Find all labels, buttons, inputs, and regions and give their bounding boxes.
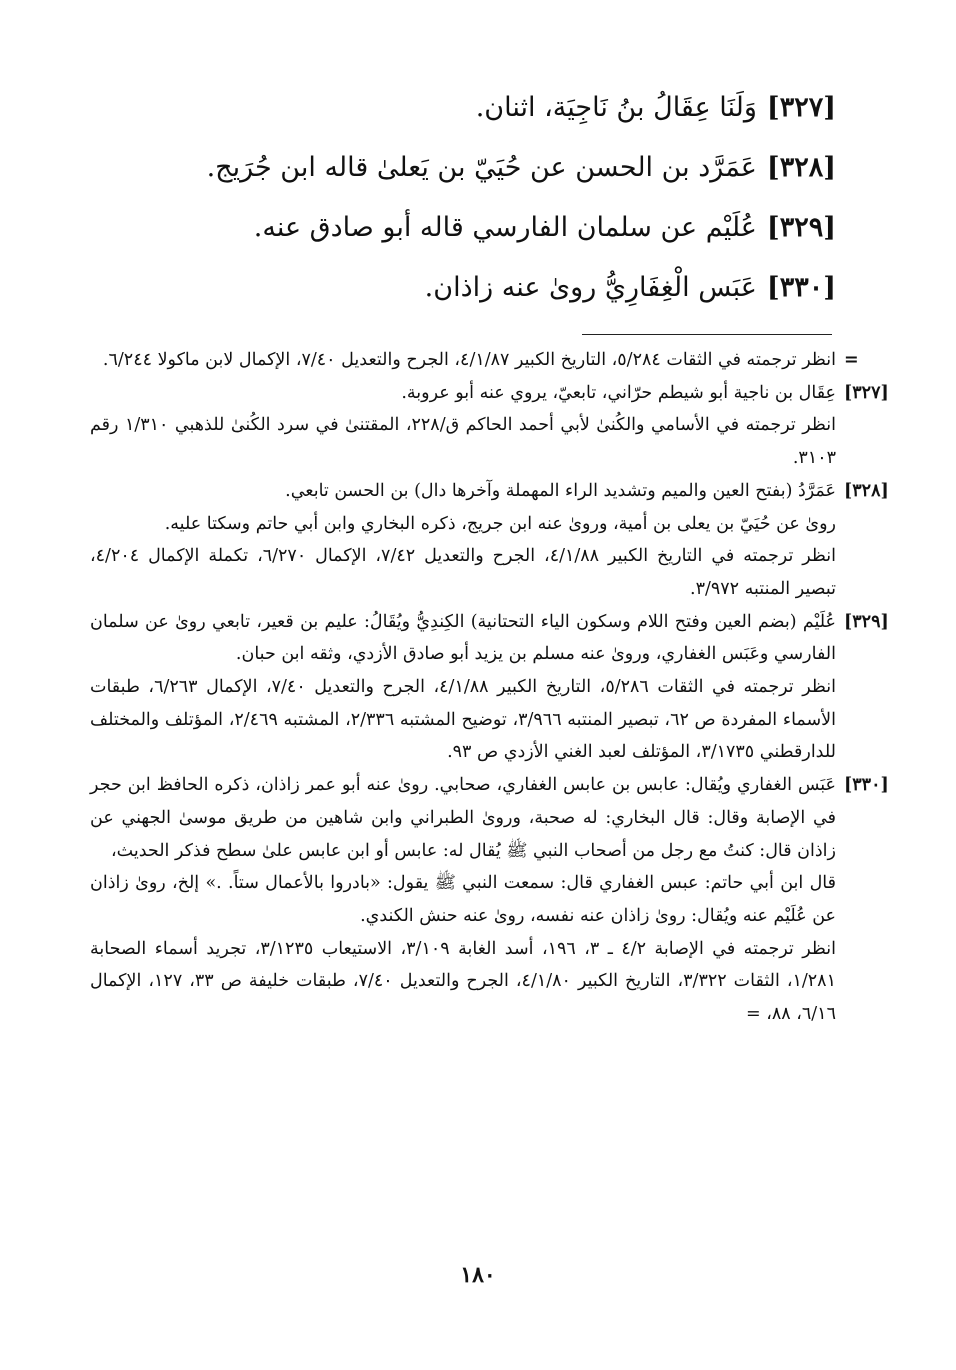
footnote-329: [90, 606, 889, 770]
footnote-paragraph: انظر ترجمته في الثقات ٥/٢٨٦، التاريخ الكبير ٤/١/٨٨، الجرح والتعديل ٧/٤٠، الإكمال ٦/٢٦٣، طبقات الأسماء المفردة ص ٦٢، تبصير المنتبه ٣/٩٦٦، توضيح المشتبه ٢/٣٣٦، المشتبه ٢/٤٦٩، المؤتلف والمختلف للدارقطني ٣/١٧٣٥، المؤتلف لعبد الغني الأزدي ص ٩٣.: [90, 677, 837, 763]
entry-text: عَمَرَّد بن الحسن عن حُيَيّ بن يَعلىٰ قاله ابن جُرَيج.: [206, 152, 757, 183]
footnote-paragraph: عَبَس الغفاري ويُقال: عابس بن عابس الغفاري، صحابي. روىٰ عنه أبو عمر زاذان، ذكره الحافظ ابن حجر في الإصابة وقال: قال البخاري: له صحبة، وروىٰ الطبراني وابن شاهين من طريق موسىٰ الجهني عن زاذان قال: كنتُ مع رجل من أصحاب النبي ﷺ يُقال له: عابس أو ابن عابس علىٰ سطح فذكر الحديث،: [90, 775, 836, 861]
footnote-330: [90, 769, 889, 1031]
main-entries: [116, 78, 836, 318]
main-entry: [116, 258, 836, 318]
main-entry: [116, 198, 836, 258]
footnote-paragraph: قال ابن أبي حاتم: عبس الغفاري قال: سمعت النبي ﷺ يقول: «بادروا بالأعمال ستاً. .» إلخ، روىٰ زاذان عن عُلَيْم عنه ويُقال: روىٰ زاذان عنه نفسه، روىٰ عنه حنش الكندي.: [90, 873, 836, 926]
entry-text: وَلَنَا عِقَالُ بنُ نَاجِيَة، اثنان.: [475, 92, 757, 123]
footnote-paragraph: انظر ترجمته في الأسامي والكُنىٰ لأبي أحمد الحاكم ق/٢٢٨، المقتنىٰ في سرد الكُنىٰ للذهبي ١/٣١٠ رقم ٣١٠٣.: [90, 415, 836, 469]
entry-text: عَبَس الْغِفَارِيُّ روىٰ عنه زاذان.: [424, 272, 757, 303]
footnote-paragraph: انظر ترجمته في الثقات ٥/٢٨٤، التاريخ الكبير ٤/١/٨٧، الجرح والتعديل ٧/٤٠، الإكمال لابن ماكولا ٦/٢٤٤.: [102, 350, 836, 370]
entry-number: [٣٣٠]: [766, 272, 836, 303]
page-number: ١٨٠: [460, 1262, 496, 1288]
main-entry: [116, 138, 836, 198]
footnote-continuation: [90, 344, 859, 377]
footnotes: [90, 344, 889, 1031]
footnote-327: [90, 377, 889, 475]
footnote-number: [٣٢٧]: [844, 382, 889, 403]
footnote-paragraph: عُلَيْم (بضم العين وفتح اللام وسكون الياء التحتانية) الكِندِيُّ ويُقَالُ: عليم بن قعير، تابعي روىٰ عن سلمان الفارسي وعَبَس الغفاري، وروىٰ عنه مسلم بن يزيد أبو صادق الأزدي، وثقه ابن حبان.: [90, 611, 836, 665]
entry-number: [٣٢٩]: [766, 212, 836, 243]
main-entry: [116, 78, 836, 138]
footnote-number: [٣٢٨]: [844, 480, 889, 501]
footnote-paragraph: روىٰ عن حُيَيّ بن يعلى بن أمية، وروىٰ عنه ابن جريج، ذكره البخاري وابن أبي حاتم وسكتا عليه.: [164, 513, 836, 534]
footnote-paragraph: انظر ترجمته في الإصابة ٤/٢ ـ ٣، ١٩٦، أسد الغابة ٣/١٠٩، الاستيعاب ٣/١٢٣٥، تجريد أسماء الصحابة ١/٢٨١، الثقات ٣/٣٢٢، التاريخ الكبير ٤/١/٨٠، الجرح والتعديل ٧/٤٠، طبقات خليفة ص ٣٣، ١٢٧، الإكمال ٦/١٦، ٨٨، =: [90, 938, 837, 1025]
footnote-paragraph: عَمَرَّدُ (بفتح العين والميم وتشديد الراء المهملة وآخرها دال) بن الحسن تابعي.: [285, 480, 836, 501]
entry-number: [٣٢٨]: [766, 152, 836, 183]
continuation-mark: =: [844, 350, 859, 370]
entry-number: [٣٢٧]: [766, 92, 836, 123]
footnote-paragraph: انظر ترجمته في التاريخ الكبير ٤/١/٨٨، الجرح والتعديل ٧/٤٢، الإكمال ٦/٢٧٠، تكملة الإكمال ٤/٢٠٤، تبصير المنتبه ٣/٩٧٢.: [90, 546, 836, 599]
footnote-number: [٣٢٩]: [844, 611, 889, 632]
footnote-paragraph: عِقَال بن ناجية أبو شيطم حرّاني، تابعيّ، يروي عنه أبو عروبة.: [401, 382, 836, 403]
footnote-number: [٣٣٠]: [844, 775, 889, 796]
entry-text: عُلَيْم عن سلمان الفارسي قاله أبو صادق عنه.: [253, 212, 757, 243]
footnote-328: [90, 475, 889, 606]
footnote-separator: [582, 334, 832, 335]
